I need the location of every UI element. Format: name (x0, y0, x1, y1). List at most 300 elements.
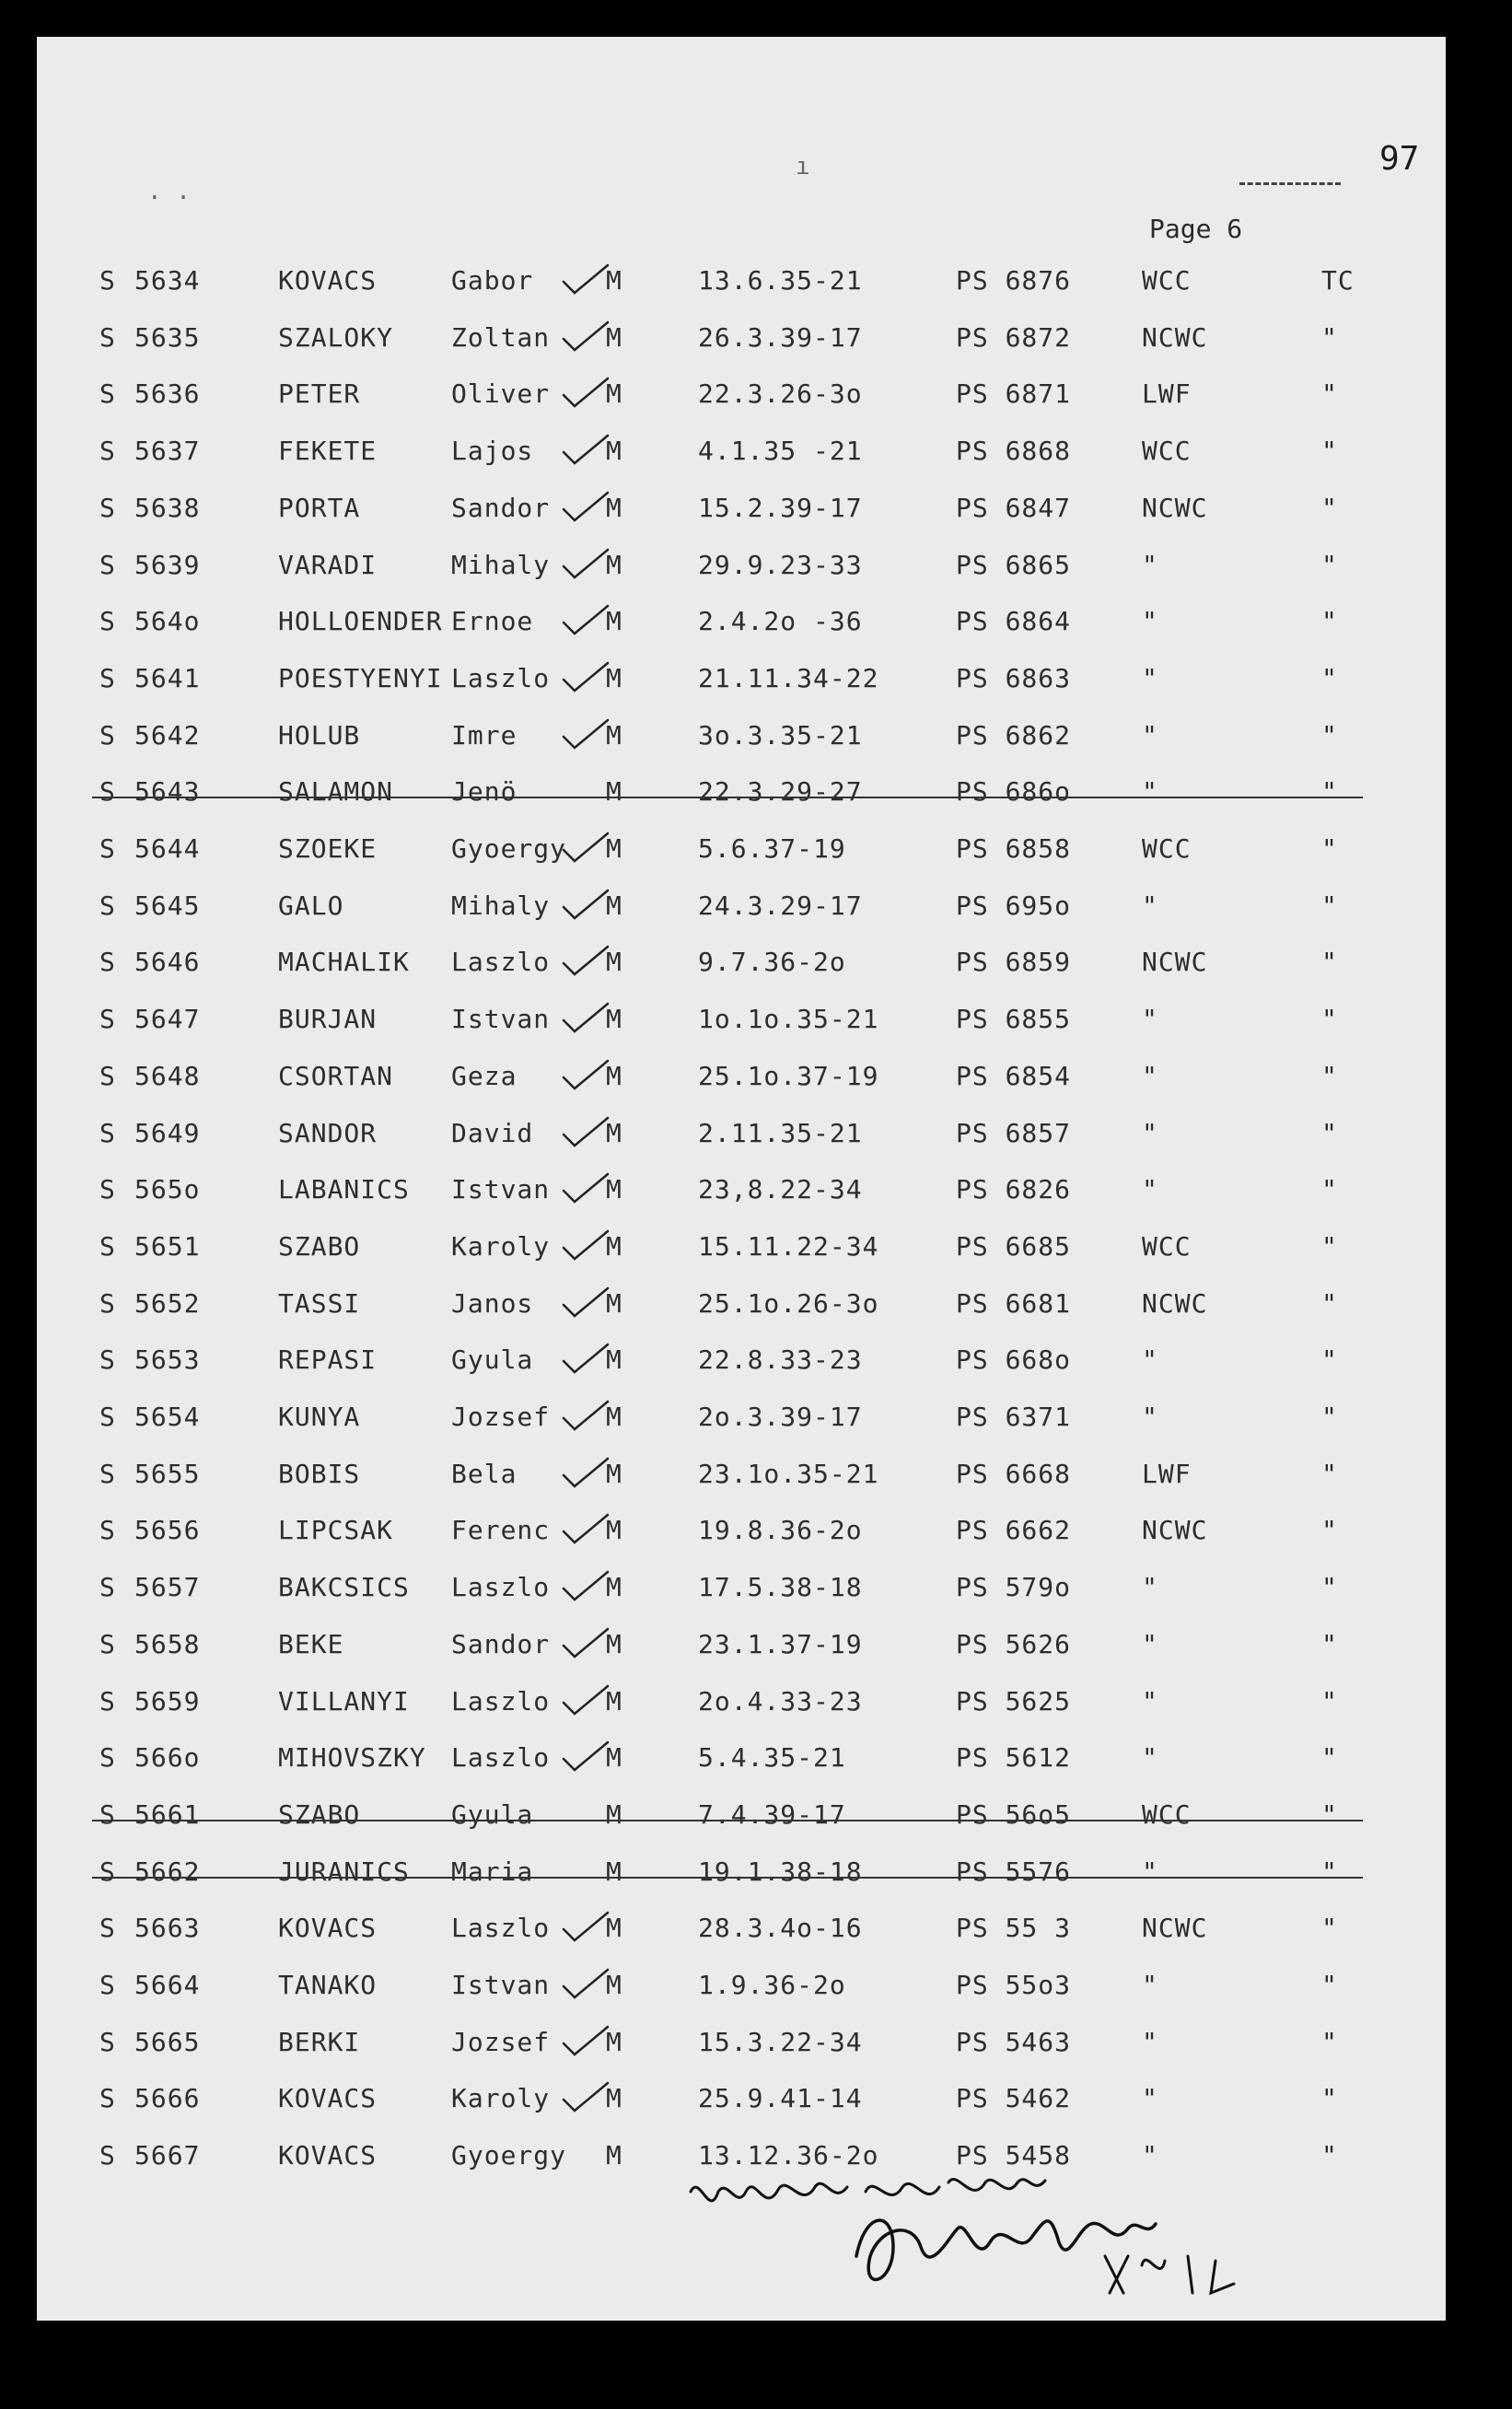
document-page (37, 37, 1446, 2321)
surname: SALAMON (278, 776, 394, 808)
given-name: Ferenc (451, 1515, 551, 1546)
given-name: Laszlo (451, 1685, 551, 1717)
row-number: 5653 (134, 1344, 201, 1376)
strikethrough-line (92, 797, 1363, 798)
agency: WCC (1142, 833, 1192, 864)
table-row (37, 776, 1446, 824)
sex: M (606, 1742, 622, 1774)
given-name: Gyoergy (451, 833, 567, 864)
agency: " (1142, 1742, 1158, 1774)
table-row (37, 1629, 1446, 1677)
ps-number: PS 5458 (956, 2140, 1072, 2171)
row-prefix: S (99, 1970, 116, 2000)
table-row (37, 1799, 1446, 1847)
destination-code: " (1321, 1572, 1338, 1603)
destination-code: " (1321, 2140, 1338, 2171)
table-row (37, 493, 1446, 541)
ps-number: PS 5576 (956, 1856, 1072, 1887)
handwritten-signature (672, 2155, 1298, 2321)
ps-number: PS 5463 (956, 2026, 1072, 2057)
row-number: 5643 (134, 776, 201, 808)
ps-number: PS 579o (956, 1572, 1072, 1603)
row-number: 5659 (134, 1685, 201, 1717)
checkmark-icon (560, 716, 611, 753)
agency: " (1142, 1685, 1158, 1717)
checkmark-icon (560, 1455, 611, 1492)
sex: M (606, 2083, 622, 2114)
checkmark-icon (560, 602, 611, 639)
agency: " (1142, 1402, 1158, 1432)
checkmark-icon (560, 546, 611, 583)
agency: " (1142, 2026, 1158, 2057)
agency: WCC (1142, 1230, 1192, 1262)
checkmark-icon (560, 1000, 611, 1037)
row-prefix: S (99, 1458, 116, 1489)
row-prefix: S (99, 1572, 116, 1603)
row-prefix: S (99, 265, 116, 296)
table-row (37, 947, 1446, 995)
surname: KOVACS (278, 1913, 378, 1944)
ps-number: PS 55o3 (956, 1970, 1072, 2000)
row-number: 5651 (134, 1230, 201, 1262)
surname: KOVACS (278, 265, 378, 296)
given-name: Sandor (451, 492, 551, 523)
sex: M (606, 1798, 622, 1830)
given-name: Lajos (451, 436, 534, 467)
row-number: 5646 (134, 947, 201, 978)
agency: WCC (1142, 436, 1192, 467)
agency: " (1142, 2140, 1158, 2171)
destination-code: " (1321, 719, 1338, 751)
row-prefix: S (99, 1117, 116, 1148)
checkmark-icon (560, 1285, 611, 1321)
given-name: Oliver (451, 378, 551, 410)
row-prefix: S (99, 1856, 116, 1887)
agency: NCWC (1142, 321, 1208, 353)
checkmark-icon (560, 1170, 611, 1207)
destination-code: " (1321, 947, 1338, 978)
sex: M (606, 662, 622, 693)
strikethrough-line (92, 1820, 1363, 1821)
given-name: Karoly (451, 1230, 551, 1262)
sex: M (606, 1174, 622, 1205)
ps-number: PS 6662 (956, 1515, 1072, 1546)
table-row (37, 2083, 1446, 2131)
surname: BURJAN (278, 1004, 378, 1035)
table-row (37, 1402, 1446, 1449)
sex: M (606, 1458, 622, 1489)
birth-date-age: 15.11.22-34 (698, 1230, 879, 1262)
sex: M (606, 1287, 622, 1319)
surname: GALO (278, 890, 344, 921)
table-row (37, 1061, 1446, 1109)
header-dash-mark (1239, 182, 1341, 185)
birth-date-age: 19.1.38-18 (698, 1856, 863, 1887)
given-name: Laszlo (451, 1913, 551, 1944)
sex: M (606, 2026, 622, 2057)
given-name: Istvan (451, 1004, 551, 1035)
destination-code: " (1321, 1685, 1338, 1717)
table-row (37, 1913, 1446, 1961)
given-name: Laszlo (451, 947, 551, 978)
surname: POESTYENYI (278, 662, 443, 693)
surname: JURANICS (278, 1856, 410, 1887)
given-name: Geza (451, 1060, 518, 1091)
checkmark-icon (560, 1057, 611, 1094)
row-prefix: S (99, 1515, 116, 1546)
given-name: David (451, 1117, 534, 1148)
destination-code: " (1321, 1970, 1338, 2000)
table-row (37, 1742, 1446, 1790)
table-row (37, 1231, 1446, 1279)
ps-number: PS 668o (956, 1344, 1072, 1376)
ps-number: PS 5626 (956, 1628, 1072, 1659)
given-name: Jenö (451, 776, 518, 808)
birth-date-age: 13.12.36-2o (698, 2140, 879, 2171)
destination-code: " (1321, 606, 1338, 637)
sex: M (606, 1572, 622, 1603)
ps-number: PS 6855 (956, 1004, 1072, 1035)
destination-code: " (1321, 1742, 1338, 1774)
agency: " (1142, 776, 1158, 808)
given-name: Istvan (451, 1970, 551, 2000)
ps-number: PS 5462 (956, 2083, 1072, 2114)
row-prefix: S (99, 719, 116, 751)
checkmark-icon (560, 432, 611, 469)
destination-code: " (1321, 1913, 1338, 1944)
birth-date-age: 29.9.23-33 (698, 549, 863, 580)
row-number: 5642 (134, 719, 201, 751)
strikethrough-line (92, 1877, 1363, 1879)
agency: " (1142, 662, 1158, 693)
surname: TASSI (278, 1287, 361, 1319)
row-prefix: S (99, 662, 116, 693)
given-name: Imre (451, 719, 518, 751)
destination-code: " (1321, 1628, 1338, 1659)
ps-number: PS 695o (956, 890, 1072, 921)
birth-date-age: 5.6.37-19 (698, 833, 846, 864)
sex: M (606, 1117, 622, 1148)
ps-number: PS 6826 (956, 1174, 1072, 1205)
table-row (37, 1004, 1446, 1052)
row-number: 5635 (134, 321, 201, 353)
given-name: Maria (451, 1856, 534, 1887)
ps-number: PS 6872 (956, 321, 1072, 353)
row-number: 5667 (134, 2140, 201, 2171)
checkmark-icon (560, 262, 611, 298)
checkmark-icon (560, 319, 611, 355)
agency: " (1142, 1174, 1158, 1205)
stray-mark: ı (796, 153, 810, 180)
given-name: Sandor (451, 1628, 551, 1659)
birth-date-age: 28.3.4o-16 (698, 1913, 863, 1944)
ps-number: PS 6871 (956, 378, 1072, 410)
row-prefix: S (99, 1230, 116, 1262)
birth-date-age: 4.1.35 -21 (698, 436, 863, 467)
checkmark-icon (560, 1966, 611, 2003)
page-label: Page 6 (1149, 214, 1243, 244)
sex: M (606, 947, 622, 978)
agency: NCWC (1142, 1515, 1208, 1546)
row-number: 5666 (134, 2083, 201, 2114)
row-number: 5637 (134, 436, 201, 467)
agency: " (1142, 1344, 1158, 1376)
row-prefix: S (99, 436, 116, 467)
destination-code: " (1321, 2026, 1338, 2057)
birth-date-age: 9.7.36-2o (698, 947, 846, 978)
row-number: 566o (134, 1742, 201, 1774)
row-number: 5662 (134, 1856, 201, 1887)
ps-number: PS 5612 (956, 1742, 1072, 1774)
sex: M (606, 1344, 622, 1376)
birth-date-age: 19.8.36-2o (698, 1515, 863, 1546)
checkmark-icon (560, 830, 611, 867)
agency: " (1142, 1004, 1158, 1035)
ps-number: PS 6668 (956, 1458, 1072, 1489)
row-prefix: S (99, 2140, 116, 2171)
row-number: 5665 (134, 2026, 201, 2057)
checkmark-icon (560, 1228, 611, 1264)
row-prefix: S (99, 1344, 116, 1376)
surname: TANAKO (278, 1970, 378, 2000)
checkmark-icon (560, 659, 611, 696)
row-number: 5638 (134, 492, 201, 523)
row-prefix: S (99, 1174, 116, 1205)
checkmark-icon (560, 489, 611, 526)
agency: LWF (1142, 378, 1192, 410)
table-row (37, 2027, 1446, 2075)
sex: M (606, 1230, 622, 1262)
ps-number: PS 6876 (956, 265, 1072, 296)
sex: M (606, 1402, 622, 1432)
row-prefix: S (99, 1913, 116, 1944)
given-name: Gyula (451, 1798, 534, 1830)
table-row (37, 1515, 1446, 1563)
ps-number: PS 6863 (956, 662, 1072, 693)
given-name: Karoly (451, 2083, 551, 2114)
given-name: Laszlo (451, 1572, 551, 1603)
sex: M (606, 890, 622, 921)
row-number: 5636 (134, 378, 201, 410)
agency: NCWC (1142, 492, 1208, 523)
sex: M (606, 833, 622, 864)
row-number: 5634 (134, 265, 201, 296)
row-prefix: S (99, 549, 116, 580)
birth-date-age: 2.11.35-21 (698, 1117, 863, 1148)
given-name: Bela (451, 1458, 518, 1489)
sex: M (606, 1060, 622, 1091)
surname: SZOEKE (278, 833, 378, 864)
given-name: Gyula (451, 1344, 534, 1376)
table-row (37, 550, 1446, 598)
agency: " (1142, 1970, 1158, 2000)
row-number: 564o (134, 606, 201, 637)
row-number: 5649 (134, 1117, 201, 1148)
agency: LWF (1142, 1458, 1192, 1489)
destination-code: " (1321, 662, 1338, 693)
surname: LABANICS (278, 1174, 410, 1205)
destination-code: " (1321, 549, 1338, 580)
destination-code: " (1321, 1344, 1338, 1376)
row-number: 5647 (134, 1004, 201, 1035)
row-number: 5654 (134, 1402, 201, 1432)
handwritten-text: Inspected en route (672, 2155, 682, 2156)
row-number: 5664 (134, 1970, 201, 2000)
table-row (37, 1288, 1446, 1336)
surname: REPASI (278, 1344, 378, 1376)
agency: WCC (1142, 265, 1192, 296)
table-row (37, 890, 1446, 938)
surname: VARADI (278, 549, 378, 580)
row-number: 5652 (134, 1287, 201, 1319)
table-row (37, 1572, 1446, 1620)
destination-code: " (1321, 1004, 1338, 1035)
destination-code: " (1321, 492, 1338, 523)
birth-date-age: 26.3.39-17 (698, 321, 863, 353)
table-row (37, 378, 1446, 426)
given-name: Mihaly (451, 890, 551, 921)
sex: M (606, 2140, 622, 2171)
destination-code: " (1321, 1230, 1338, 1262)
ps-number: PS 6847 (956, 492, 1072, 523)
row-prefix: S (99, 1685, 116, 1717)
table-row (37, 265, 1446, 313)
surname: SZABO (278, 1798, 361, 1830)
given-name: Laszlo (451, 662, 551, 693)
ps-number: PS 6857 (956, 1117, 1072, 1148)
given-name: Mihaly (451, 549, 551, 580)
row-number: 565o (134, 1174, 201, 1205)
birth-date-age: 25.9.41-14 (698, 2083, 863, 2114)
surname: SANDOR (278, 1117, 378, 1148)
destination-code: " (1321, 890, 1338, 921)
sex: M (606, 1515, 622, 1546)
surname: MACHALIK (278, 947, 410, 978)
table-row (37, 720, 1446, 768)
destination-code: " (1321, 1458, 1338, 1489)
row-prefix: S (99, 776, 116, 808)
checkmark-icon (560, 1625, 611, 1662)
given-name: Zoltan (451, 321, 551, 353)
ps-number: PS 6868 (956, 436, 1072, 467)
surname: BEKE (278, 1628, 344, 1659)
ps-number: PS 6681 (956, 1287, 1072, 1319)
sex: M (606, 265, 622, 296)
checkmark-icon (560, 943, 611, 980)
row-prefix: S (99, 833, 116, 864)
checkmark-icon (560, 1682, 611, 1719)
surname: SZABO (278, 1230, 361, 1262)
sex: M (606, 1628, 622, 1659)
row-prefix: S (99, 1798, 116, 1830)
birth-date-age: 1o.1o.35-21 (698, 1004, 879, 1035)
birth-date-age: 22.8.33-23 (698, 1344, 863, 1376)
checkmark-icon (560, 1341, 611, 1378)
agency: NCWC (1142, 947, 1208, 978)
birth-date-age: 15.3.22-34 (698, 2026, 863, 2057)
agency: " (1142, 719, 1158, 751)
row-prefix: S (99, 1060, 116, 1091)
sex: M (606, 378, 622, 410)
row-number: 5641 (134, 662, 201, 693)
destination-code: " (1321, 1060, 1338, 1091)
stray-mark: · · (147, 184, 191, 212)
agency: " (1142, 1856, 1158, 1887)
row-prefix: S (99, 947, 116, 978)
destination-code: " (1321, 436, 1338, 467)
birth-date-age: 2.4.2o -36 (698, 606, 863, 637)
agency: " (1142, 1628, 1158, 1659)
birth-date-age: 23,8.22-34 (698, 1174, 863, 1205)
table-row (37, 1459, 1446, 1507)
row-number: 5644 (134, 833, 201, 864)
surname: KUNYA (278, 1402, 361, 1432)
birth-date-age: 17.5.38-18 (698, 1572, 863, 1603)
agency: NCWC (1142, 1913, 1208, 1944)
row-number: 5655 (134, 1458, 201, 1489)
row-prefix: S (99, 1402, 116, 1432)
page-number: 97 (1379, 140, 1420, 178)
given-name: Gabor (451, 265, 534, 296)
row-prefix: S (99, 321, 116, 353)
table-row (37, 1970, 1446, 2018)
checkmark-icon (560, 2023, 611, 2060)
birth-date-age: 3o.3.35-21 (698, 719, 863, 751)
row-prefix: S (99, 606, 116, 637)
row-number: 5656 (134, 1515, 201, 1546)
table-row (37, 606, 1446, 654)
given-name: Ernoe (451, 606, 534, 637)
birth-date-age: 1.9.36-2o (698, 1970, 846, 2000)
destination-code: " (1321, 1798, 1338, 1830)
checkmark-icon (560, 1114, 611, 1151)
sex: M (606, 606, 622, 637)
row-prefix: S (99, 890, 116, 921)
row-prefix: S (99, 1628, 116, 1659)
checkmark-icon (560, 1398, 611, 1435)
row-number: 5663 (134, 1913, 201, 1944)
agency: NCWC (1142, 1287, 1208, 1319)
surname: MIHOVSZKY (278, 1742, 426, 1774)
surname: HOLUB (278, 719, 361, 751)
given-name: Laszlo (451, 1742, 551, 1774)
agency: " (1142, 1572, 1158, 1603)
destination-code: " (1321, 1174, 1338, 1205)
sex: M (606, 492, 622, 523)
destination-code: " (1321, 1856, 1338, 1887)
surname: KOVACS (278, 2140, 378, 2171)
ps-number: PS 6864 (956, 606, 1072, 637)
checkmark-icon (560, 375, 611, 412)
agency: " (1142, 890, 1158, 921)
agency: " (1142, 606, 1158, 637)
row-number: 5657 (134, 1572, 201, 1603)
ps-number: PS 6854 (956, 1060, 1072, 1091)
surname: LIPCSAK (278, 1515, 394, 1546)
surname: FEKETE (278, 436, 378, 467)
surname: BOBIS (278, 1458, 361, 1489)
birth-date-age: 23.1.37-19 (698, 1628, 863, 1659)
birth-date-age: 25.1o.26-3o (698, 1287, 879, 1319)
row-number: 5661 (134, 1798, 201, 1830)
birth-date-age: 24.3.29-17 (698, 890, 863, 921)
sex: M (606, 1685, 622, 1717)
checkmark-icon (560, 1909, 611, 1946)
row-number: 5648 (134, 1060, 201, 1091)
given-name: Janos (451, 1287, 534, 1319)
ps-number: PS 6685 (956, 1230, 1072, 1262)
destination-code: " (1321, 1117, 1338, 1148)
